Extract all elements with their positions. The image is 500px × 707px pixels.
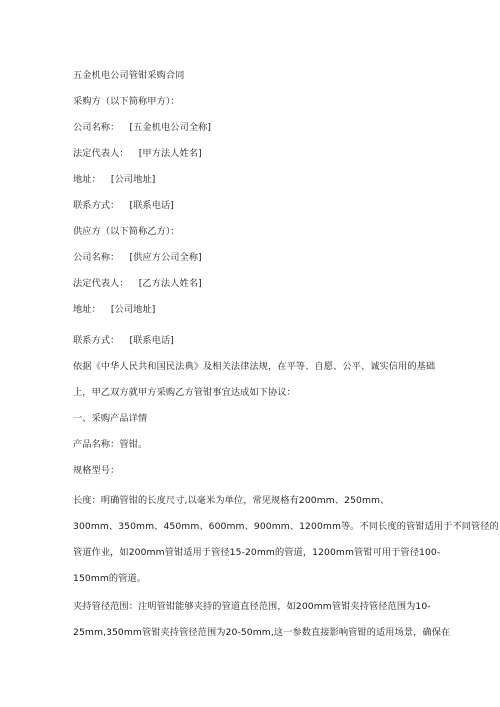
supplier-address-line (73, 304, 155, 316)
supplier-address-value: [公司地址] (110, 304, 156, 315)
supplier-address-label: 地址： (73, 304, 101, 315)
length-line-4: 150mm的管道。 (73, 573, 147, 584)
buyer-contact-value: [联系电话] (129, 200, 174, 211)
length-line-1: 长度：明确管钳的长度尺寸,以毫米为单位，常见规格有200mm、250mm、 (73, 495, 390, 506)
buyer-company-value: [五金机电公司全称] (129, 122, 212, 133)
buyer-address-line (73, 174, 155, 186)
buyer-contact-line (73, 200, 174, 212)
supplier-contact-label: 联系方式： (73, 335, 120, 346)
buyer-company-line (73, 122, 211, 134)
buyer-address-label: 地址： (73, 174, 101, 185)
buyer-heading: 采购方（以下简称甲方）： (73, 96, 180, 107)
preamble-line-1: 依据《中华人民共和国民法典》及相关法律法规，在平等、自愿、公平、诚实信用的基础 (73, 361, 436, 372)
supplier-contact-line (73, 335, 174, 347)
spec-label: 规格型号： (73, 465, 120, 476)
supplier-rep-value: [乙方法人姓名] (138, 278, 202, 289)
buyer-address-value: [公司地址] (110, 174, 156, 185)
clamp-line-2: 25mm,350mm管钳夹持管径范围为20-50mm,这一参数直接影响管钳的适用场景，确保在 (73, 627, 451, 638)
supplier-rep-line (73, 278, 202, 290)
supplier-company-label: 公司名称： (73, 252, 120, 263)
buyer-company-label: 公司名称： (73, 122, 120, 133)
supplier-company-line (73, 252, 202, 264)
clamp-line-1: 夹持管径范围：注明管钳能够夹持的管道直径范围，如200mm管钳夹持管径范围为10- (73, 601, 431, 612)
section-1-title: 一、采购产品详情 (73, 413, 148, 424)
length-line-3: 管道作业，如200mm管钳适用于管径15-20mm的管道，1200mm管钳可用于管径100- (73, 547, 441, 558)
buyer-rep-label: 法定代表人： (73, 148, 129, 159)
length-line-2: 300mm、350mm、450mm、600mm、900mm、1200mm等。不同长度的管钳适用于不同管径的 (73, 521, 499, 532)
product-name: 产品名称：管钳。 (73, 439, 148, 450)
supplier-rep-label: 法定代表人： (73, 278, 129, 289)
buyer-contact-label: 联系方式： (73, 200, 120, 211)
buyer-rep-line (73, 148, 202, 160)
contract-title: 五金机电公司管钳采购合同 (73, 70, 185, 81)
buyer-rep-value: [甲方法人姓名] (138, 148, 202, 159)
supplier-company-value: [供应方公司全称] (129, 252, 202, 263)
supplier-heading: 供应方（以下简称乙方）： (73, 226, 180, 237)
supplier-contact-value: [联系电话] (129, 335, 174, 346)
preamble-line-2: 上，甲乙双方就甲方采购乙方管钳事宜达成如下协议： (73, 387, 296, 398)
